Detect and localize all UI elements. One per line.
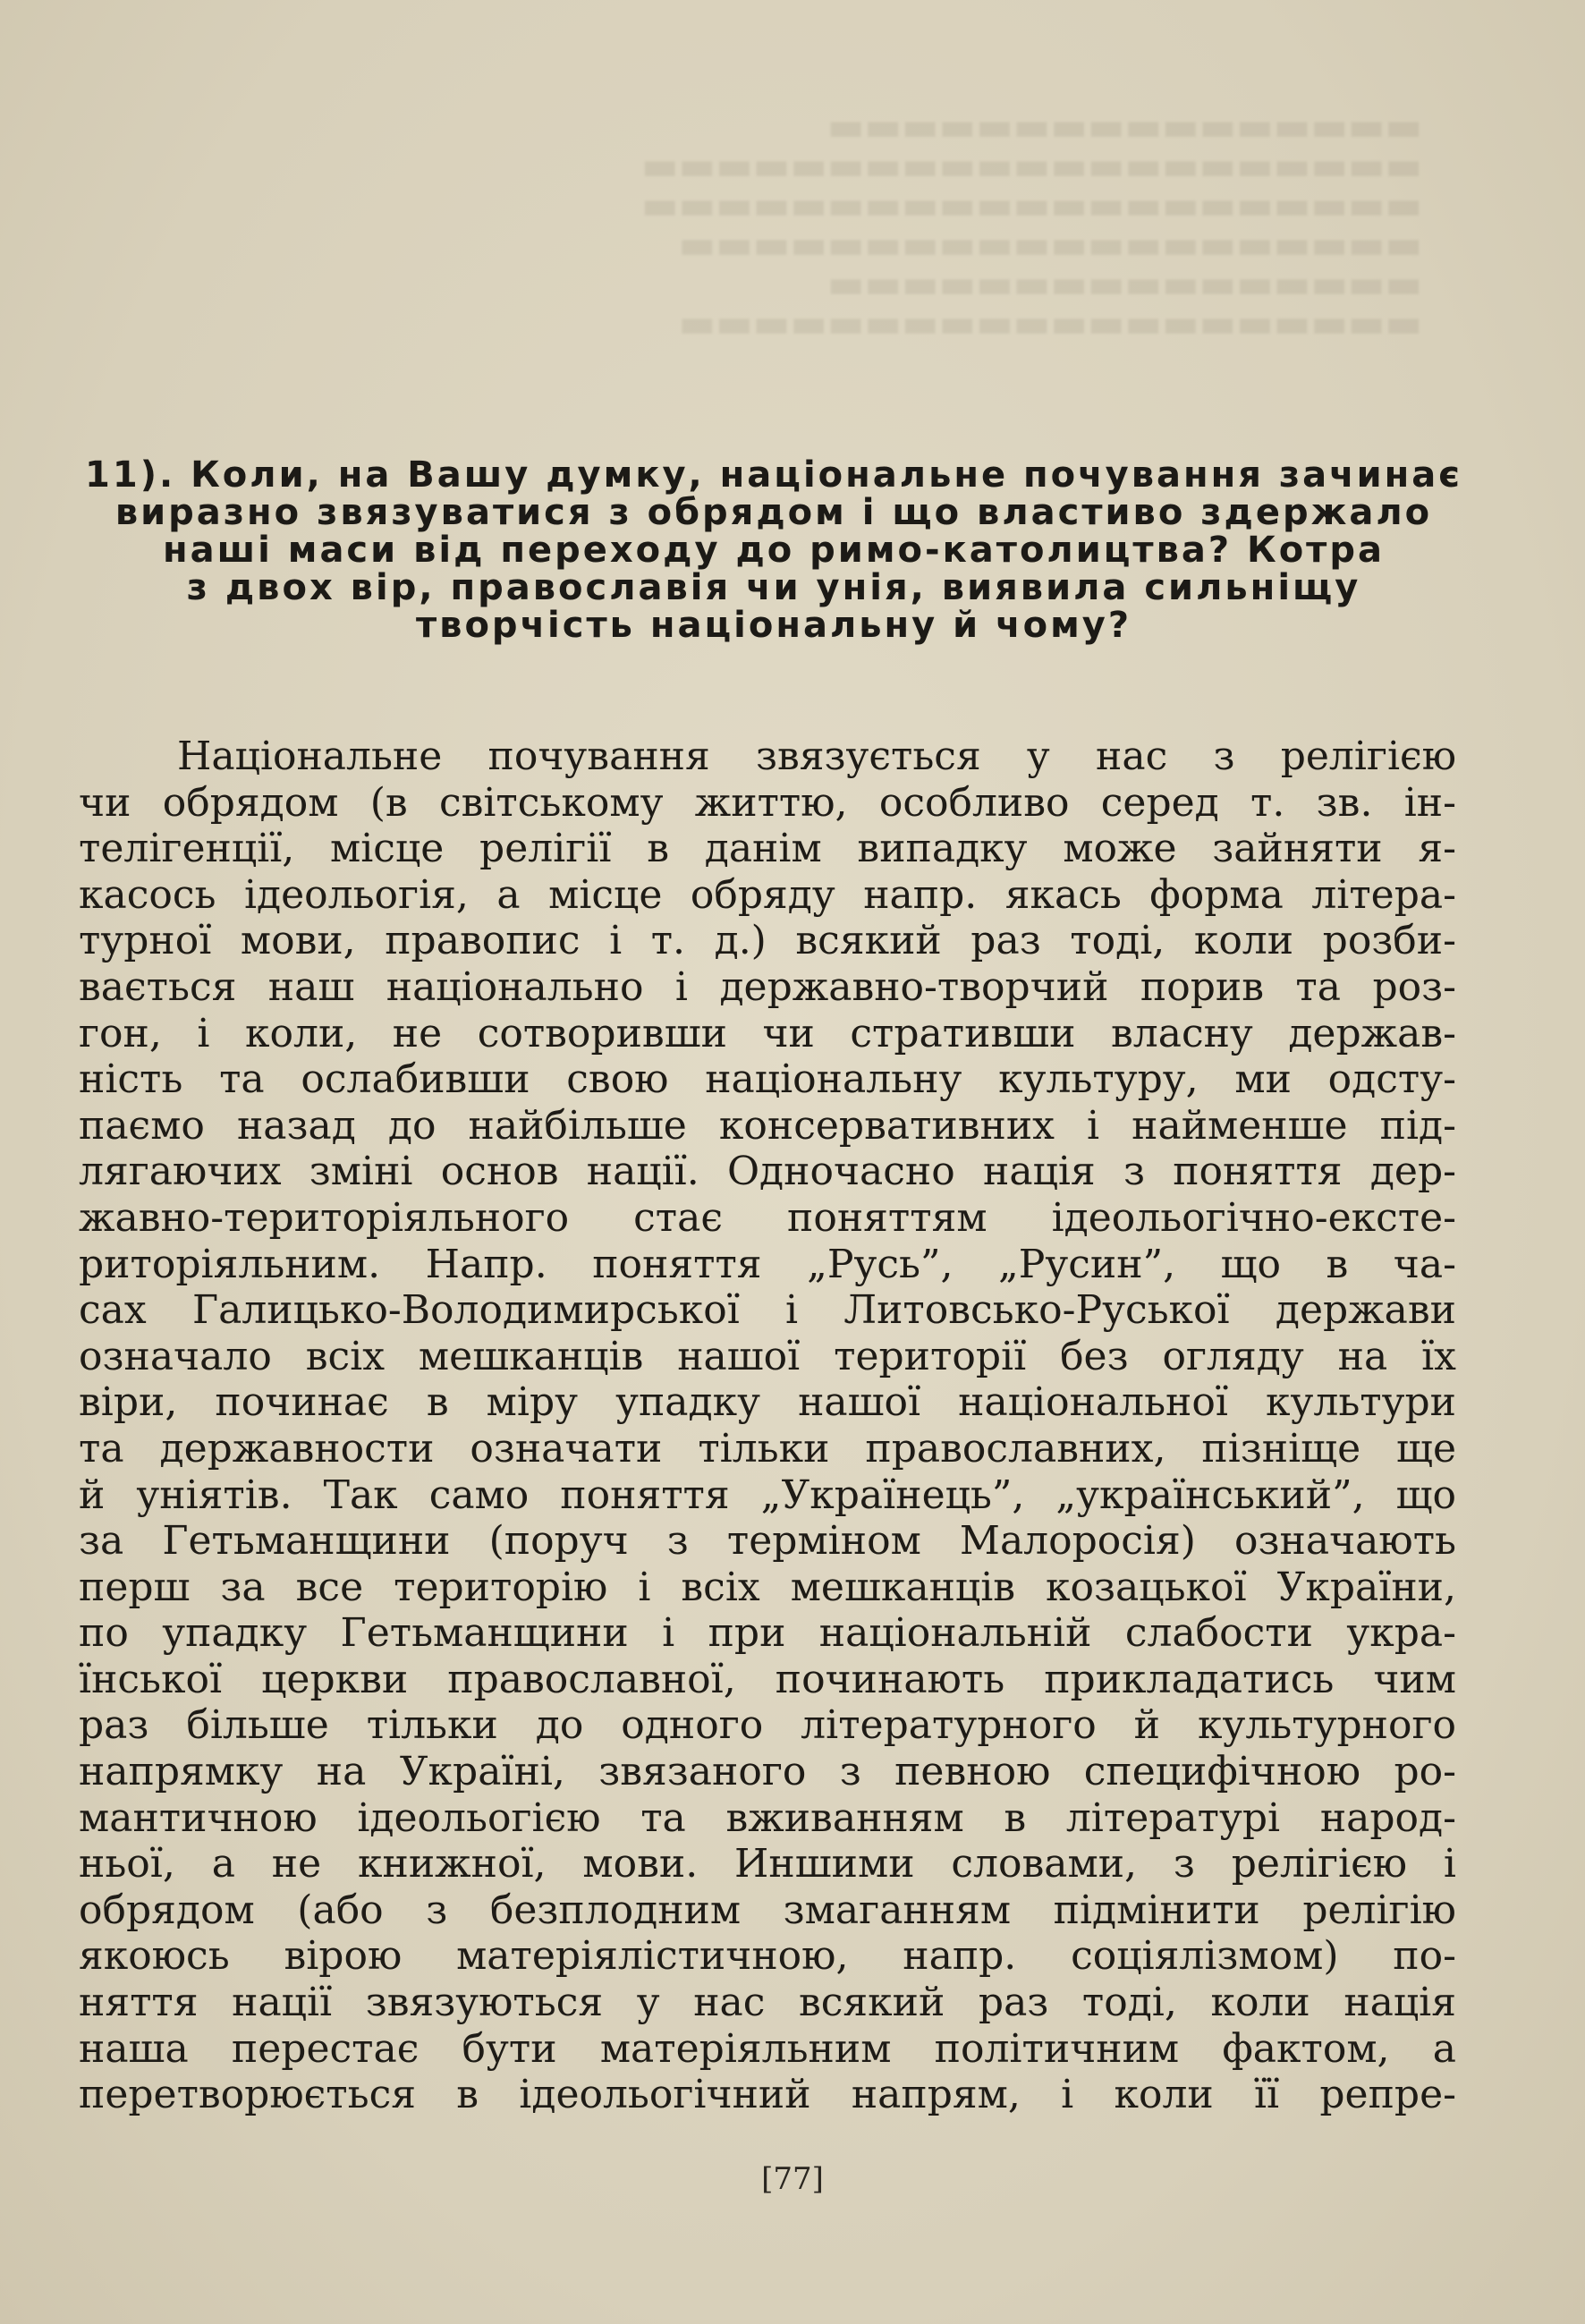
paragraph-line: наша перестає бути матеріяльним політичним фактом, а [79,2025,1456,2072]
question-heading [54,456,1494,644]
paragraph-line: обрядом (або з безплодним змаганням підмінити релігію [79,1887,1456,1933]
question-line: виразно звязуватися з обрядом і що властиво здержало [114,492,1433,533]
question-line: творчість національну й чому? [415,605,1132,646]
paragraph-line: турної мови, правопис і т. д.) всякий раз тоді, коли розби- [79,918,1456,964]
paragraph-line: касось ідеольогія, а місце обряду напр. якась форма літера- [79,871,1456,918]
answer-paragraph [79,734,1456,2118]
paragraph-line: вається наш національно і державно-творчий порив та роз- [79,963,1456,1010]
question-line: наші маси від переходу до римо-католицтва? Котра [163,530,1385,571]
question-line: з двох вір, православія чи унія, виявила сильніщу [186,567,1361,608]
paragraph-line: раз більше тільки до одного літературного й культурного [79,1702,1456,1749]
paragraph-line: та державности означати тільки православних, пізніще ще [79,1425,1456,1472]
paragraph-line: перш за все територію і всіх мешканців козацької України, [79,1564,1456,1610]
paragraph-line: якоюсь вірою матеріялістичною, напр. соціялізмом) по- [79,1933,1456,1980]
paragraph-line: няття нації звязуються у нас всякий раз тоді, коли нація [79,1980,1456,2026]
paragraph-line: ньої, а не книжної, мови. Иншими словами, з релігією і [79,1841,1456,1887]
paragraph-line: лягаючих зміні основ нації. Одночасно нація з поняття дер- [79,1149,1456,1195]
paragraph-line: гон, і коли, не сотворивши чи стративши власну держав- [79,1010,1456,1056]
question-line: 11). Коли, на Вашу думку, національне почування зачинає [85,454,1462,496]
paragraph-line: по упадку Гетьманщини і при національній слабости укра- [79,1610,1456,1657]
bleed-through-text: ▬▬▬▬▬▬▬▬▬▬▬▬▬▬▬▬ ▬▬▬▬▬▬▬▬▬▬▬▬▬▬▬▬▬▬▬▬▬ ▬▬▬▬▬▬▬▬▬▬▬▬▬▬▬▬▬▬▬▬▬ ▬▬▬▬▬▬▬▬▬▬▬▬▬▬▬▬▬▬▬▬ ▬▬▬▬▬▬▬▬▬▬▬▬▬▬▬▬ ▬▬▬▬▬▬▬▬▬▬▬▬▬▬▬▬▬▬▬▬ [640,104,1422,346]
paragraph-line: жавно-територіяльного стає поняттям ідеольогічно-екстe- [79,1194,1456,1241]
paragraph-line: риторіяльним. Напр. поняття „Русь”, „Русин”, що в ча- [79,1241,1456,1287]
paragraph-line: Національне почування звязується у нас з релігією [177,734,1456,779]
paragraph-line: їнської церкви православної, починають прикладатись чим [79,1656,1456,1702]
page-number: [77] [761,2161,824,2197]
paragraph-line: мантичною ідеольогією та вживанням в літературі народ- [79,1794,1456,1841]
paragraph-line: перетворюється в ідеольогічний напрям, і коли її репре- [79,2072,1456,2118]
paragraph-line: напрямку на Україні, звязаного з певною специфічною ро- [79,1749,1456,1795]
paragraph-line: й унiятів. Так само поняття „Українець”, „український”, що [79,1472,1456,1518]
paragraph-line: паємо назад до найбільше консервативних і найменше під- [79,1102,1456,1149]
paragraph-line: означало всіх мешканців нашої території без огляду на їх [79,1333,1456,1379]
paragraph-line: телігенції, місце релігії в данім випадку може зайняти я- [79,826,1456,872]
paragraph-line: чи обрядом (в світському життю, особливо серед т. зв. ін- [79,779,1456,826]
paragraph-line: за Гетьманщини (поруч з терміном Малоросія) означають [79,1518,1456,1565]
paragraph-line: сах Галицько-Володимирської і Литовсько-Руської держави [79,1287,1456,1334]
paragraph-line: віри, починає в міру упадку нашої національної культури [79,1379,1456,1426]
paragraph-line: ність та ослабивши свою національну культуру, ми одсту- [79,1056,1456,1103]
